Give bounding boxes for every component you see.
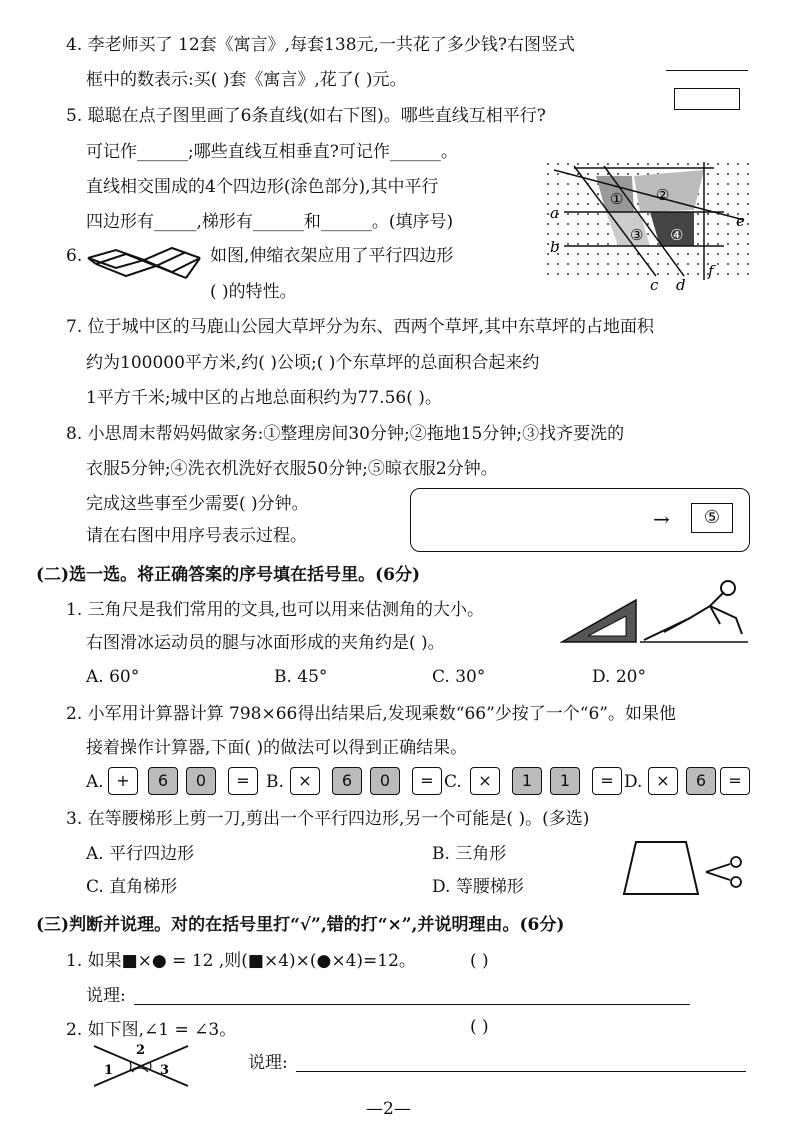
q7-line2: 约为100000平方米,约( )公顷;( )个东草坪的总面积合起来约 — [86, 353, 540, 373]
grid-dot — [697, 213, 699, 215]
q5-line3: 直线相交围成的4个四边形(涂色部分),其中平行 — [86, 177, 439, 197]
folding-hanger-figure — [86, 244, 204, 286]
grid-dot — [647, 253, 649, 255]
s2-q2-line2: 接着操作计算器,下面( )的做法可以得到正确结果。 — [86, 738, 468, 758]
grid-dot — [717, 273, 719, 275]
angle-figure — [88, 1040, 196, 1090]
grid-dot — [687, 273, 689, 275]
grid-dot — [747, 253, 749, 255]
grid-dot — [567, 203, 569, 205]
q5-line1: 5. 聪聪在点子图里画了6条直线(如右下图)。哪些直线互相平行? — [66, 106, 546, 126]
key-times: × — [470, 767, 500, 795]
grid-dot — [637, 263, 639, 265]
label-e: e — [736, 212, 745, 230]
grid-dot — [617, 173, 619, 175]
grid-dot — [567, 233, 569, 235]
grid-dot — [617, 263, 619, 265]
s3-q1-explain-label: 说理: — [86, 986, 126, 1006]
grid-dot — [747, 233, 749, 235]
grid-dot — [737, 233, 739, 235]
q6-line2: 如图,伸缩衣架应用了平行四边形 — [210, 246, 454, 266]
q4-line1: 4. 李老师买了 12套《寓言》,每套138元,一共花了多少钱?右图竖式 — [66, 35, 576, 55]
calculator-options-row — [86, 767, 748, 797]
grid-dot — [567, 193, 569, 195]
grid-dot — [547, 233, 549, 235]
grid-dot — [707, 213, 709, 215]
grid-dot — [727, 183, 729, 185]
grid-dot — [707, 253, 709, 255]
label-c: c — [650, 276, 659, 294]
grid-dot — [647, 163, 649, 165]
grid-dot — [707, 233, 709, 235]
grid-dot — [747, 273, 749, 275]
grid-dot — [627, 173, 629, 175]
grid-dot — [547, 173, 549, 175]
grid-dot — [747, 163, 749, 165]
grid-dot — [567, 163, 569, 165]
grid-dot — [597, 203, 599, 205]
grid-dot — [727, 233, 729, 235]
grid-dot — [637, 273, 639, 275]
label-a: a — [550, 204, 559, 222]
angle-label-1: 1 — [104, 1063, 114, 1078]
grid-dot — [597, 233, 599, 235]
s2-q1-option-d: D. 20° — [592, 667, 646, 687]
grid-dot — [727, 203, 729, 205]
grid-dot — [617, 253, 619, 255]
grid-dot — [557, 273, 559, 275]
grid-dot — [627, 163, 629, 165]
grid-dot — [737, 263, 739, 265]
grid-dot — [587, 163, 589, 165]
grid-dot — [577, 193, 579, 195]
grid-dot — [697, 243, 699, 245]
s3-q2-explain-line[interactable] — [296, 1071, 746, 1072]
grid-dot — [727, 243, 729, 245]
grid-dot — [597, 213, 599, 215]
q6-line3: ( )的特性。 — [210, 282, 297, 302]
grid-dot — [597, 273, 599, 275]
grid-dot — [747, 183, 749, 185]
grid-dot — [707, 223, 709, 225]
grid-dot — [707, 163, 709, 165]
grid-dot — [677, 253, 679, 255]
key-equals: = — [228, 767, 258, 795]
grid-dot — [737, 193, 739, 195]
label-b: b — [550, 238, 560, 256]
grid-dot — [667, 263, 669, 265]
grid-dot — [647, 273, 649, 275]
grid-dot — [627, 273, 629, 275]
grid-dot — [547, 263, 549, 265]
grid-dot — [557, 163, 559, 165]
s2-q3-line1: 3. 在等腰梯形上剪一刀,剪出一个平行四边形,另一个可能是( )。(多选) — [66, 809, 590, 829]
grid-dot — [657, 243, 659, 245]
grid-dot — [577, 183, 579, 185]
grid-dot — [657, 273, 659, 275]
grid-dot — [717, 183, 719, 185]
s2-q1-option-c: C. 30° — [432, 667, 486, 687]
isosceles-trapezoid — [624, 842, 698, 894]
key-times: × — [290, 767, 320, 795]
q5-line4: 四边形有_____,梯形有______和______。(填序号) — [86, 212, 454, 232]
grid-dot — [647, 213, 649, 215]
s3-q1-line: 1. 如果■×● = 12 ,则(■×4)×(●×4)=12。 — [66, 951, 416, 971]
grid-dot — [717, 233, 719, 235]
grid-dot — [557, 233, 559, 235]
s2-q1-line2: 右图滑冰运动员的腿与冰面形成的夹角约是( )。 — [86, 633, 445, 653]
label-d: d — [676, 276, 686, 294]
grid-dot — [547, 223, 549, 225]
grid-dot — [737, 253, 739, 255]
grid-dot — [667, 163, 669, 165]
grid-dot — [707, 203, 709, 205]
q8-line3: 完成这些事至少需要( )分钟。 — [86, 494, 309, 514]
grid-dot — [567, 183, 569, 185]
grid-dot — [727, 263, 729, 265]
angle-label-2: 2 — [136, 1043, 146, 1058]
grid-dot — [607, 243, 609, 245]
grid-dot — [587, 263, 589, 265]
grid-dot — [657, 263, 659, 265]
vertical-calc-figure — [666, 66, 748, 112]
grid-dot — [587, 173, 589, 175]
grid-dot — [587, 193, 589, 195]
s2-q2-line1: 2. 小军用计算器计算 798×66得出结果后,发现乘数“66”少按了一个“6”。如果他 — [66, 704, 676, 724]
option-a-label: A. — [86, 772, 104, 792]
grid-dot — [607, 263, 609, 265]
grid-dot — [637, 163, 639, 165]
grid-dot — [587, 223, 589, 225]
grid-dot — [737, 173, 739, 175]
grid-dot — [717, 253, 719, 255]
key-equals: = — [412, 767, 442, 795]
grid-dot — [727, 213, 729, 215]
q4-line2: 框中的数表示:买( )套《寓言》,花了( )元。 — [86, 70, 407, 90]
key-6: 6 — [686, 767, 716, 795]
s2-q1-line1: 1. 三角尺是我们常用的文具,也可以用来估测角的大小。 — [66, 600, 485, 620]
grid-dot — [687, 163, 689, 165]
grid-dot — [577, 273, 579, 275]
grid-dot — [607, 273, 609, 275]
grid-dot — [677, 263, 679, 265]
scissors-icon — [706, 857, 741, 887]
grid-dot — [597, 163, 599, 165]
key-equals: = — [720, 767, 750, 795]
grid-dot — [577, 263, 579, 265]
s2-q1-option-b: B. 45° — [274, 667, 328, 687]
trapezoid-scissors-figure — [620, 836, 750, 898]
grid-dot — [717, 173, 719, 175]
s3-q2-answer-paren[interactable]: ( ) — [470, 1017, 489, 1037]
s2-q3-option-d: D. 等腰梯形 — [432, 877, 524, 897]
key-0: 0 — [370, 767, 400, 795]
s3-q1-answer-paren[interactable]: ( ) — [470, 951, 489, 971]
s3-q2-line: 2. 如下图,∠1 = ∠3。 — [66, 1020, 237, 1040]
grid-dot — [557, 223, 559, 225]
grid-dot — [687, 263, 689, 265]
process-answer-box[interactable] — [410, 488, 750, 552]
key-1: 1 — [512, 767, 542, 795]
grid-dot — [547, 183, 549, 185]
grid-dot — [707, 173, 709, 175]
grid-dot — [577, 163, 579, 165]
key-6: 6 — [332, 767, 362, 795]
label-f: f — [708, 262, 714, 280]
q7-line3: 1平方千米;城中区的占地总面积约为77.56( )。 — [86, 388, 442, 408]
grid-dot — [577, 203, 579, 205]
grid-dot — [747, 263, 749, 265]
grid-dot — [567, 263, 569, 265]
grid-dot — [547, 193, 549, 195]
grid-dot — [547, 213, 549, 215]
grid-dot — [627, 253, 629, 255]
grid-dot — [587, 213, 589, 215]
region-label-4: ④ — [670, 226, 684, 244]
grid-dot — [617, 163, 619, 165]
grid-dot — [647, 173, 649, 175]
key-plus: + — [108, 767, 138, 795]
s3-q1-explain-line[interactable] — [134, 1004, 690, 1005]
grid-dot — [657, 253, 659, 255]
grid-dot — [597, 193, 599, 195]
grid-dot — [707, 243, 709, 245]
grid-dot — [577, 223, 579, 225]
process-arrow: → — [653, 507, 670, 531]
grid-dot — [727, 193, 729, 195]
option-c-label: C. — [444, 772, 462, 792]
grid-dot — [547, 203, 549, 205]
grid-dot — [747, 213, 749, 215]
grid-dot — [737, 273, 739, 275]
grid-dot — [587, 253, 589, 255]
region-label-1: ① — [610, 190, 624, 208]
option-b-label: B. — [266, 772, 284, 792]
grid-dot — [587, 203, 589, 205]
grid-dot — [607, 163, 609, 165]
section2-heading: (二)选一选。将正确答案的序号填在括号里。(6分) — [36, 565, 421, 585]
grid-dot — [727, 273, 729, 275]
section3-heading: (三)判断并说理。对的在括号里打“√”,错的打“×”,并说明理由。(6分) — [36, 915, 565, 935]
grid-dot — [557, 193, 559, 195]
grid-dot — [747, 173, 749, 175]
grid-dot — [577, 233, 579, 235]
q7-line1: 7. 位于城中区的马鹿山公园大草坪分为东、西两个草坪,其中东草坪的占地面积 — [66, 317, 655, 337]
grid-dot — [717, 243, 719, 245]
s2-q1-option-a: A. 60° — [86, 667, 140, 687]
grid-dot — [627, 263, 629, 265]
grid-dot — [597, 253, 599, 255]
grid-dot — [547, 163, 549, 165]
s2-q3-option-b: B. 三角形 — [432, 844, 507, 864]
s3-q2-explain-label: 说理: — [248, 1053, 288, 1073]
grid-dot — [737, 163, 739, 165]
grid-dot — [717, 203, 719, 205]
grid-dot — [747, 193, 749, 195]
grid-dot — [547, 273, 549, 275]
grid-dot — [737, 243, 739, 245]
key-times: × — [648, 767, 678, 795]
grid-dot — [567, 243, 569, 245]
grid-dot — [677, 273, 679, 275]
grid-dot — [687, 253, 689, 255]
q8-line4: 请在右图中用序号表示过程。 — [86, 526, 307, 546]
grid-dot — [677, 163, 679, 165]
grid-dot — [717, 223, 719, 225]
option-d-label: D. — [624, 772, 643, 792]
grid-dot — [717, 193, 719, 195]
grid-dot — [727, 253, 729, 255]
grid-dot — [727, 223, 729, 225]
grid-dot — [607, 253, 609, 255]
grid-dot — [597, 173, 599, 175]
grid-dot — [577, 253, 579, 255]
key-6: 6 — [148, 767, 178, 795]
grid-dot — [587, 233, 589, 235]
grid-dot — [587, 243, 589, 245]
q5-line2: 可记作______;哪些直线互相垂直?可记作______。 — [86, 142, 458, 162]
grid-dot — [697, 263, 699, 265]
grid-dot — [567, 223, 569, 225]
grid-dot — [657, 163, 659, 165]
grid-dot — [737, 203, 739, 205]
grid-dot — [637, 173, 639, 175]
s2-q3-option-c: C. 直角梯形 — [86, 877, 178, 897]
grid-dot — [697, 233, 699, 235]
key-equals: = — [592, 767, 622, 795]
grid-dot — [567, 253, 569, 255]
grid-dot — [557, 183, 559, 185]
process-end-step: ⑤ — [691, 503, 733, 533]
grid-dot — [707, 183, 709, 185]
skater — [644, 581, 742, 640]
grid-dot — [617, 273, 619, 275]
grid-dot — [697, 203, 699, 205]
grid-dot — [577, 243, 579, 245]
grid-dot — [597, 263, 599, 265]
grid-dot — [697, 223, 699, 225]
grid-dot — [747, 243, 749, 245]
grid-dot — [727, 173, 729, 175]
q8-line1: 8. 小思周末帮妈妈做家务:①整理房间30分钟;②拖地15分钟;③找齐要洗的 — [66, 424, 625, 444]
key-0: 0 — [186, 767, 216, 795]
grid-dot — [697, 273, 699, 275]
answer-frame-box — [674, 88, 740, 110]
grid-dot — [647, 233, 649, 235]
grid-dot — [567, 213, 569, 215]
grid-dot — [577, 213, 579, 215]
region-label-3: ③ — [630, 226, 644, 244]
angle-label-3: 3 — [160, 1063, 170, 1078]
grid-dot — [737, 183, 739, 185]
grid-dot — [747, 203, 749, 205]
dot-grid-lines-figure — [544, 160, 754, 295]
grid-dot — [717, 163, 719, 165]
key-1: 1 — [550, 767, 580, 795]
page-number: —2— — [366, 1099, 411, 1119]
set-square-skater-figure — [560, 578, 750, 646]
grid-dot — [607, 233, 609, 235]
grid-dot — [557, 173, 559, 175]
s2-q3-option-a: A. 平行四边形 — [86, 844, 195, 864]
grid-dot — [587, 273, 589, 275]
grid-dot — [707, 193, 709, 195]
grid-dot — [667, 273, 669, 275]
grid-dot — [747, 223, 749, 225]
grid-dot — [547, 243, 549, 245]
grid-dot — [557, 263, 559, 265]
q6-number: 6. — [66, 246, 83, 266]
grid-dot — [597, 223, 599, 225]
grid-dot — [547, 253, 549, 255]
region-label-2: ② — [656, 186, 670, 204]
grid-dot — [697, 253, 699, 255]
grid-dot — [597, 243, 599, 245]
grid-dot — [607, 223, 609, 225]
grid-dot — [567, 273, 569, 275]
grid-dot — [717, 263, 719, 265]
q8-line2: 衣服5分钟;④洗衣机洗好衣服50分钟;⑤晾衣服2分钟。 — [86, 459, 498, 479]
grid-dot — [697, 163, 699, 165]
grid-dot — [727, 163, 729, 165]
